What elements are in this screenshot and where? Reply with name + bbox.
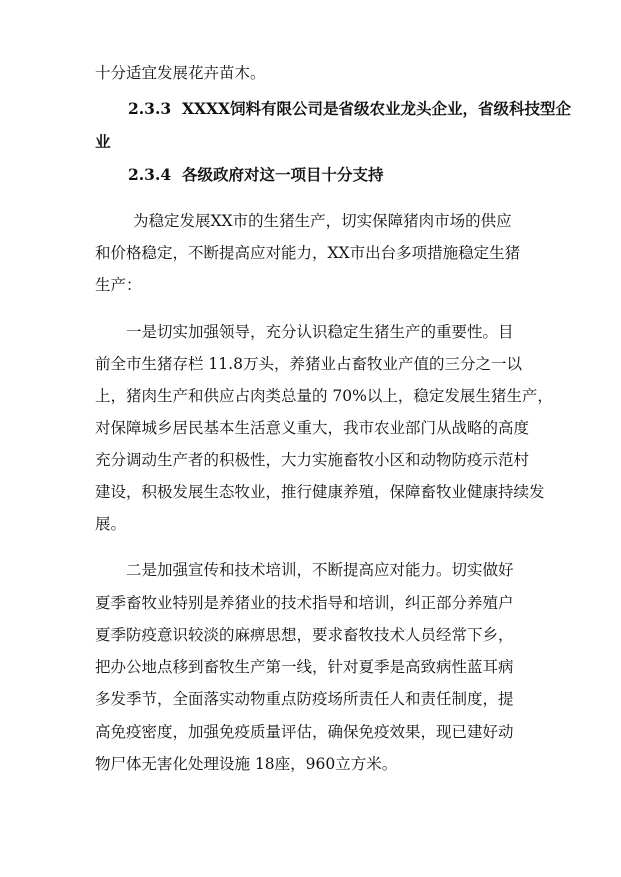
heading-2-3-3-cont: 业 [95, 132, 111, 151]
paragraph-line: 为稳定发展XX市的生猪生产，切实保障猪肉市场的供应 [133, 212, 512, 230]
paragraph-line: 一是切实加强领导，充分认识稳定生猪生产的重要性。目 [126, 323, 514, 341]
paragraph-line: 把办公地点移到畜牧生产第一线，针对夏季是高致病性蓝耳病 [95, 658, 514, 676]
paragraph-line: 展。 [95, 515, 127, 533]
paragraph-line: 物尸体无害化处理设施 18座，960立方米。 [95, 755, 398, 773]
paragraph-line: 充分调动生产者的积极性，大力实施畜牧小区和动物防疫示范村 [95, 451, 530, 469]
paragraph-line: 生产： [95, 276, 142, 294]
continuation-line: 十分适宜发展花卉苗木。 [95, 64, 266, 82]
heading-text: XXXX饲料有限公司是省级农业龙头企业，省级科技型企 [181, 99, 572, 118]
paragraph-line: 上，猪肉生产和供应占肉类总量的 70%以上，稳定发展生猪生产， [95, 387, 553, 405]
heading-2-3-3 [128, 99, 571, 119]
heading-number: 2.3.4 [128, 165, 172, 184]
paragraph-line: 夏季防疫意识较淡的麻痹思想，要求畜牧技术人员经常下乡， [95, 626, 514, 644]
paragraph-line: 高免疫密度，加强免疫质量评估，确保免疫效果，现已建好动 [95, 723, 514, 741]
paragraph-line: 前全市生猪存栏 11.8万头，养猪业占畜牧业产值的三分之一以 [95, 355, 522, 373]
paragraph-line: 夏季畜牧业特别是养猪业的技术指导和培训，纠正部分养殖户 [95, 594, 514, 612]
heading-2-3-4 [128, 165, 383, 185]
paragraph-line: 和价格稳定，不断提高应对能力，XX市出台多项措施稳定生猪 [95, 244, 521, 262]
paragraph-line: 建设，积极发展生态牧业，推行健康养殖，保障畜牧业健康持续发 [95, 483, 545, 501]
heading-number: 2.3.3 [128, 99, 172, 118]
heading-text: 各级政府对这一项目十分支持 [181, 165, 384, 184]
paragraph-line: 对保障城乡居民基本生活意义重大，我市农业部门从战略的高度 [95, 419, 530, 437]
paragraph-line: 二是加强宣传和技术培训，不断提高应对能力。切实做好 [126, 561, 514, 579]
paragraph-line: 多发季节，全面落实动物重点防疫场所责任人和责任制度，提 [95, 690, 514, 708]
